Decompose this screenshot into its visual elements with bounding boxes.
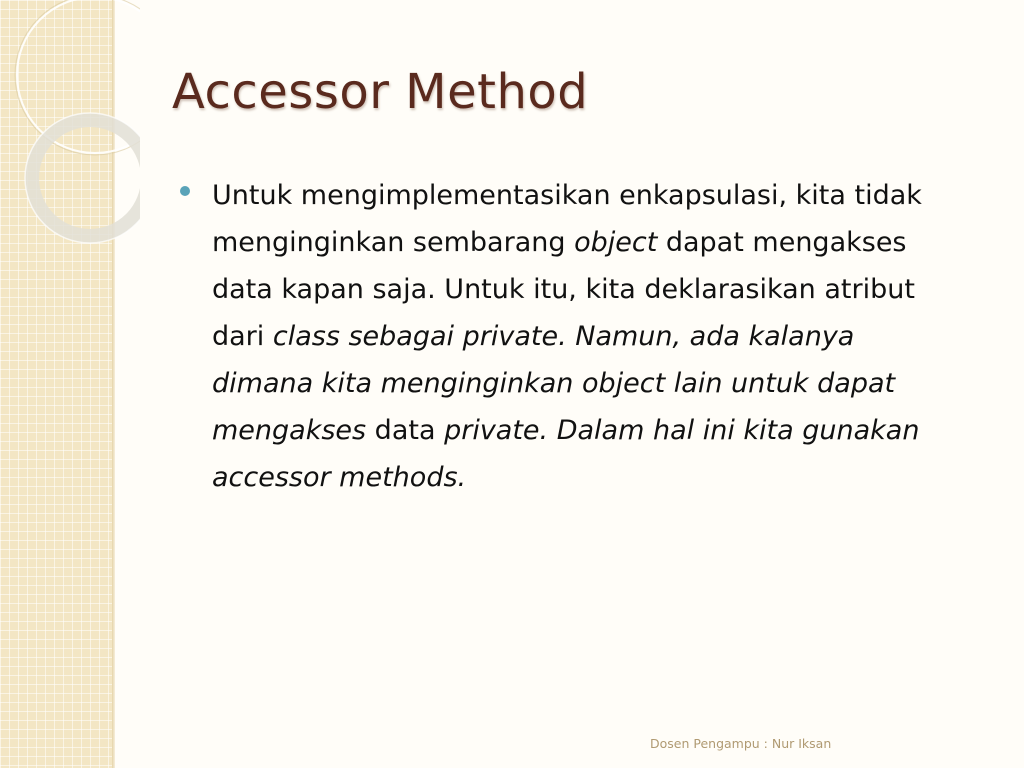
bullet-text-segment: Untuk mengimplementasikan enkapsulasi, kita tidak menginginkan sembarang bbox=[212, 180, 922, 258]
bullet-item bbox=[180, 172, 960, 501]
bullet-text-italic-segment: object bbox=[574, 227, 658, 258]
decorative-rings bbox=[0, 0, 140, 260]
bullet-text-segment: data bbox=[366, 415, 445, 446]
bullet-text-italic-segment: class sebagai private. Namun, ada kalanya dimana kita menginginkan object lain untuk dapat mengakses bbox=[212, 321, 896, 446]
footer-text: Dosen Pengampu : Nur Iksan bbox=[650, 736, 832, 751]
bullet-text-segment: dapat mengakses data kapan saja. Untuk itu, kita deklarasikan atribut dari bbox=[212, 227, 915, 352]
bullet-text bbox=[212, 172, 947, 501]
bullet-text-italic-segment: private. Dalam hal ini kita gunakan accessor methods. bbox=[212, 415, 920, 493]
slide-title: Accessor Method bbox=[172, 64, 589, 120]
bullet-dot-icon bbox=[180, 186, 190, 196]
slide-content bbox=[180, 172, 960, 501]
